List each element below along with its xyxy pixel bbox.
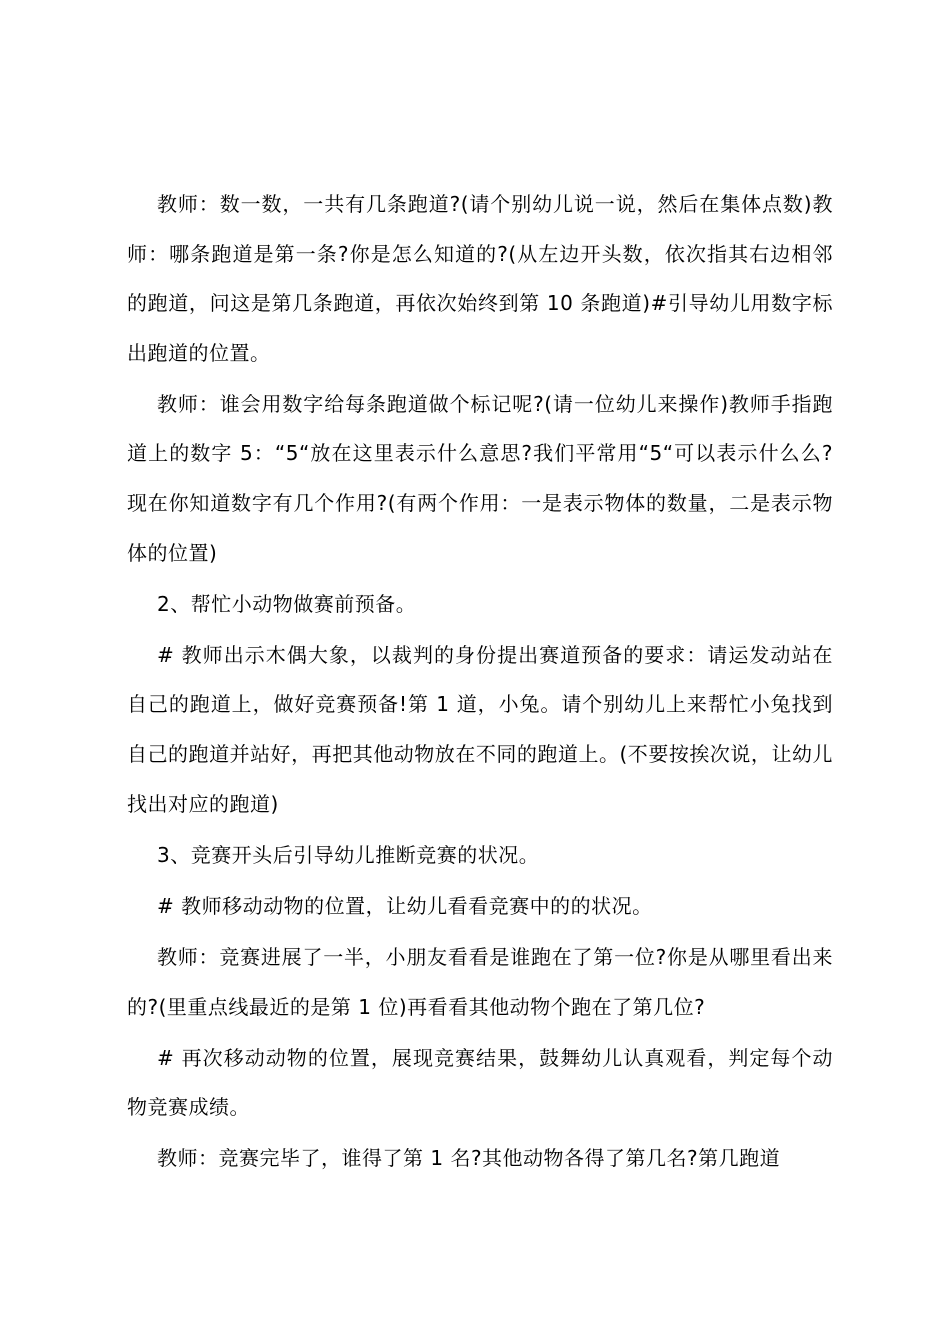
paragraph-2: 教师：谁会用数字给每条跑道做个标记呢?(请一位幼儿来操作)教师手指跑道上的数字 5：“5“放在这里表示什么意思?我们平常用“5“可以表示什么么?现在你知道数字有几个作用?(有两个作用：一是表示物体的数量，二是表示物体的位置) bbox=[127, 391, 833, 565]
paragraph-7: 教师：竞赛进展了一半，小朋友看看是谁跑在了第一位?你是从哪里看出来的?(里重点线最近的是第 1 位)再看看其他动物个跑在了第几位? bbox=[127, 944, 833, 1019]
paragraph-5: 3、竞赛开头后引导幼儿推断竞赛的状况。 bbox=[157, 842, 540, 867]
document-page bbox=[127, 180, 833, 1185]
paragraph-1: 教师：数一数，一共有几条跑道?(请个别幼儿说一说，然后在集体点数)教师：哪条跑道是第一条?你是怎么知道的?(从左边开头数，依次指其右边相邻的跑道，问这是第几条跑道，再依次始终到第 10 条跑道)#引导幼儿用数字标出跑道的位置。 bbox=[127, 192, 833, 365]
paragraph-8: # 再次移动动物的位置，展现竞赛结果，鼓舞幼儿认真观看，判定每个动物竞赛成绩。 bbox=[127, 1045, 833, 1120]
paragraph-4: # 教师出示木偶大象，以裁判的身份提出赛道预备的要求：请运发动站在自己的跑道上，做好竞赛预备!第 1 道，小兔。请个别幼儿上来帮忙小兔找到自己的跑道并站好，再把其他动物放在不同的跑道上。(不要按挨次说，让幼儿找出对应的跑道) bbox=[127, 642, 833, 816]
paragraph-9: 教师：竞赛完毕了，谁得了第 1 名?其他动物各得了第几名?第几跑道 bbox=[157, 1146, 781, 1171]
paragraph-6: # 教师移动动物的位置，让幼儿看看竞赛中的的状况。 bbox=[157, 893, 653, 918]
paragraph-3: 2、帮忙小动物做赛前预备。 bbox=[157, 591, 417, 616]
